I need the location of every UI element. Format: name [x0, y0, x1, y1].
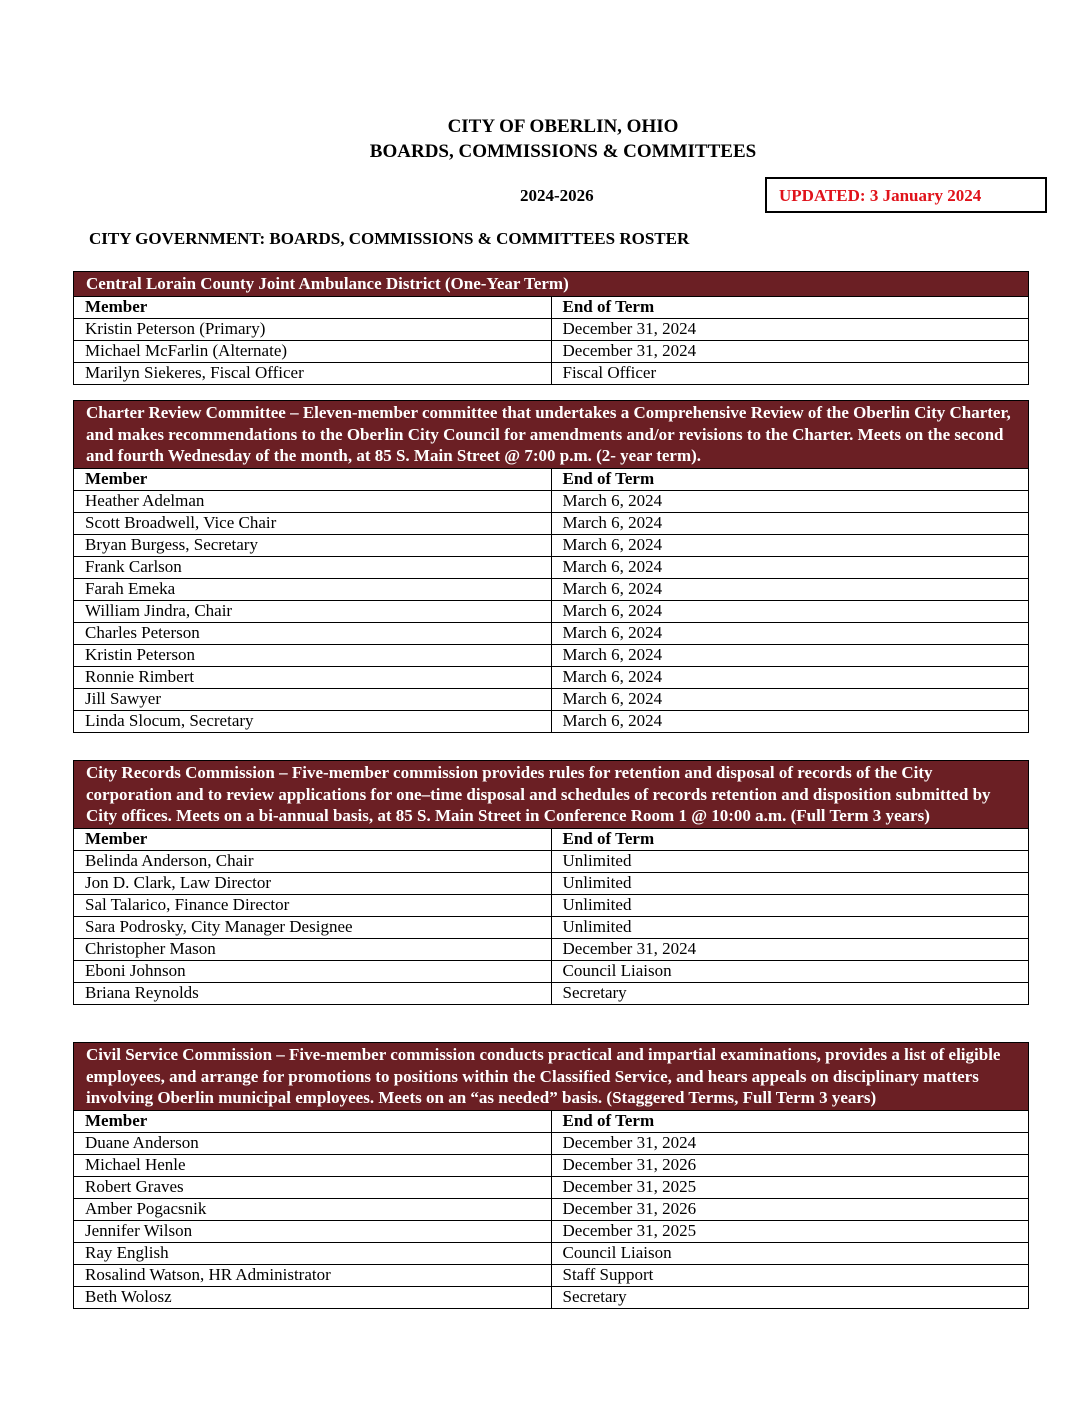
- member-name: Frank Carlson: [74, 556, 552, 578]
- end-of-term: March 6, 2024: [551, 556, 1029, 578]
- member-name: Jennifer Wilson: [74, 1220, 552, 1242]
- table-row: [74, 490, 1029, 512]
- updated-badge: UPDATED: 3 January 2024: [765, 177, 1047, 213]
- end-of-term: Secretary: [551, 1286, 1029, 1308]
- table-row: [74, 982, 1029, 1004]
- committee-description: Civil Service Commission – Five-member commission conducts practical and impartial examinations, provides a list of eligible employees, and arrange for promotions to positions within the Classified Service, and hears appeals on disciplinary matters involving Oberlin municipal employees. Meets on an “as needed” basis. (Staggered Terms, Full Term 3 years): [74, 1043, 1029, 1111]
- member-name: Linda Slocum, Secretary: [74, 710, 552, 732]
- member-name: Robert Graves: [74, 1176, 552, 1198]
- table-row: [74, 622, 1029, 644]
- end-of-term: December 31, 2024: [551, 340, 1029, 362]
- end-of-term: December 31, 2025: [551, 1220, 1029, 1242]
- committee-header-row: [74, 272, 1029, 297]
- column-header-row: [74, 828, 1029, 850]
- committee-description: Central Lorain County Joint Ambulance District (One-Year Term): [74, 272, 1029, 297]
- end-of-term: March 6, 2024: [551, 534, 1029, 556]
- table-row: [74, 916, 1029, 938]
- committee-description: City Records Commission – Five-member commission provides rules for retention and disposal of records of the City corporation and to review applications for one–time disposal and schedules of records retention and disposition submitted by City offices. Meets on a bi-annual basis, at 85 S. Main Street in Conference Room 1 @ 10:00 a.m. (Full Term 3 years): [74, 761, 1029, 829]
- member-column-header: Member: [74, 828, 552, 850]
- member-name: Farah Emeka: [74, 578, 552, 600]
- table-row: [74, 556, 1029, 578]
- end-of-term: December 31, 2024: [551, 1132, 1029, 1154]
- member-name: Michael McFarlin (Alternate): [74, 340, 552, 362]
- end-of-term: March 6, 2024: [551, 490, 1029, 512]
- end-of-term: Unlimited: [551, 850, 1029, 872]
- table-row: [74, 600, 1029, 622]
- member-name: Ronnie Rimbert: [74, 666, 552, 688]
- table-row: [74, 644, 1029, 666]
- document-title: BOARDS, COMMISSIONS & COMMITTEES: [369, 141, 757, 162]
- end-of-term: March 6, 2024: [551, 666, 1029, 688]
- committee-description: Charter Review Committee – Eleven-member committee that undertakes a Comprehensive Review of the Oberlin City Charter, and makes recommendations to the Oberlin City Council for amendments and/or revisions to the Charter. Meets on the second and fourth Wednesday of the month, at 85 S. Main Street @ 7:00 p.m. (2- year term).: [74, 401, 1029, 469]
- table-row: [74, 578, 1029, 600]
- member-column-header: Member: [74, 468, 552, 490]
- table-row: [74, 1286, 1029, 1308]
- member-name: Briana Reynolds: [74, 982, 552, 1004]
- table-row: [74, 1154, 1029, 1176]
- table-row: [74, 850, 1029, 872]
- table-row: [74, 512, 1029, 534]
- table-row: [74, 1264, 1029, 1286]
- committee-header-row: [74, 401, 1029, 469]
- end-of-term-column-header: End of Term: [551, 1110, 1029, 1132]
- table-row: [74, 666, 1029, 688]
- member-column-header: Member: [74, 296, 552, 318]
- charter-review-table: [73, 400, 1029, 733]
- end-of-term: March 6, 2024: [551, 578, 1029, 600]
- end-of-term: March 6, 2024: [551, 600, 1029, 622]
- member-name: Jill Sawyer: [74, 688, 552, 710]
- records-commission-table: [73, 760, 1029, 1005]
- member-name: Christopher Mason: [74, 938, 552, 960]
- column-header-row: [74, 468, 1029, 490]
- table-row: [74, 1242, 1029, 1264]
- end-of-term-column-header: End of Term: [551, 296, 1029, 318]
- table-row: [74, 1198, 1029, 1220]
- civil-service-table: [73, 1042, 1029, 1309]
- end-of-term: December 31, 2026: [551, 1198, 1029, 1220]
- end-of-term: March 6, 2024: [551, 512, 1029, 534]
- end-of-term: Staff Support: [551, 1264, 1029, 1286]
- table-row: [74, 318, 1029, 340]
- member-name: Marilyn Siekeres, Fiscal Officer: [74, 362, 552, 384]
- member-name: Duane Anderson: [74, 1132, 552, 1154]
- roster-title: CITY GOVERNMENT: BOARDS, COMMISSIONS & COMMITTEES ROSTER: [89, 229, 690, 248]
- committee-header-row: [74, 1043, 1029, 1111]
- member-name: Jon D. Clark, Law Director: [74, 872, 552, 894]
- member-name: Kristin Peterson (Primary): [74, 318, 552, 340]
- table-row: [74, 710, 1029, 732]
- end-of-term-column-header: End of Term: [551, 828, 1029, 850]
- end-of-term: Secretary: [551, 982, 1029, 1004]
- table-row: [74, 960, 1029, 982]
- table-row: [74, 362, 1029, 384]
- table-row: [74, 872, 1029, 894]
- end-of-term-column-header: End of Term: [551, 468, 1029, 490]
- end-of-term: Unlimited: [551, 916, 1029, 938]
- column-header-row: [74, 1110, 1029, 1132]
- member-name: William Jindra, Chair: [74, 600, 552, 622]
- end-of-term: December 31, 2026: [551, 1154, 1029, 1176]
- end-of-term: March 6, 2024: [551, 710, 1029, 732]
- member-name: Sal Talarico, Finance Director: [74, 894, 552, 916]
- member-name: Heather Adelman: [74, 490, 552, 512]
- end-of-term: Fiscal Officer: [551, 362, 1029, 384]
- member-name: Scott Broadwell, Vice Chair: [74, 512, 552, 534]
- table-row: [74, 1176, 1029, 1198]
- term-years: 2024-2026: [520, 186, 594, 205]
- table-row: [74, 1220, 1029, 1242]
- end-of-term: March 6, 2024: [551, 688, 1029, 710]
- end-of-term: December 31, 2024: [551, 318, 1029, 340]
- table-row: [74, 534, 1029, 556]
- column-header-row: [74, 296, 1029, 318]
- end-of-term: Council Liaison: [551, 1242, 1029, 1264]
- member-name: Rosalind Watson, HR Administrator: [74, 1264, 552, 1286]
- member-name: Charles Peterson: [74, 622, 552, 644]
- member-name: Amber Pogacsnik: [74, 1198, 552, 1220]
- member-name: Beth Wolosz: [74, 1286, 552, 1308]
- end-of-term: December 31, 2025: [551, 1176, 1029, 1198]
- end-of-term: Unlimited: [551, 894, 1029, 916]
- end-of-term: Council Liaison: [551, 960, 1029, 982]
- table-row: [74, 688, 1029, 710]
- member-name: Eboni Johnson: [74, 960, 552, 982]
- member-name: Kristin Peterson: [74, 644, 552, 666]
- table-row: [74, 938, 1029, 960]
- member-name: Sara Podrosky, City Manager Designee: [74, 916, 552, 938]
- table-row: [74, 894, 1029, 916]
- city-title: CITY OF OBERLIN, OHIO: [447, 116, 679, 137]
- member-name: Bryan Burgess, Secretary: [74, 534, 552, 556]
- member-name: Ray English: [74, 1242, 552, 1264]
- committee-header-row: [74, 761, 1029, 829]
- table-row: [74, 340, 1029, 362]
- end-of-term: December 31, 2024: [551, 938, 1029, 960]
- end-of-term: March 6, 2024: [551, 644, 1029, 666]
- end-of-term: Unlimited: [551, 872, 1029, 894]
- member-name: Belinda Anderson, Chair: [74, 850, 552, 872]
- table-row: [74, 1132, 1029, 1154]
- member-name: Michael Henle: [74, 1154, 552, 1176]
- member-column-header: Member: [74, 1110, 552, 1132]
- end-of-term: March 6, 2024: [551, 622, 1029, 644]
- ambulance-district-table: [73, 271, 1029, 385]
